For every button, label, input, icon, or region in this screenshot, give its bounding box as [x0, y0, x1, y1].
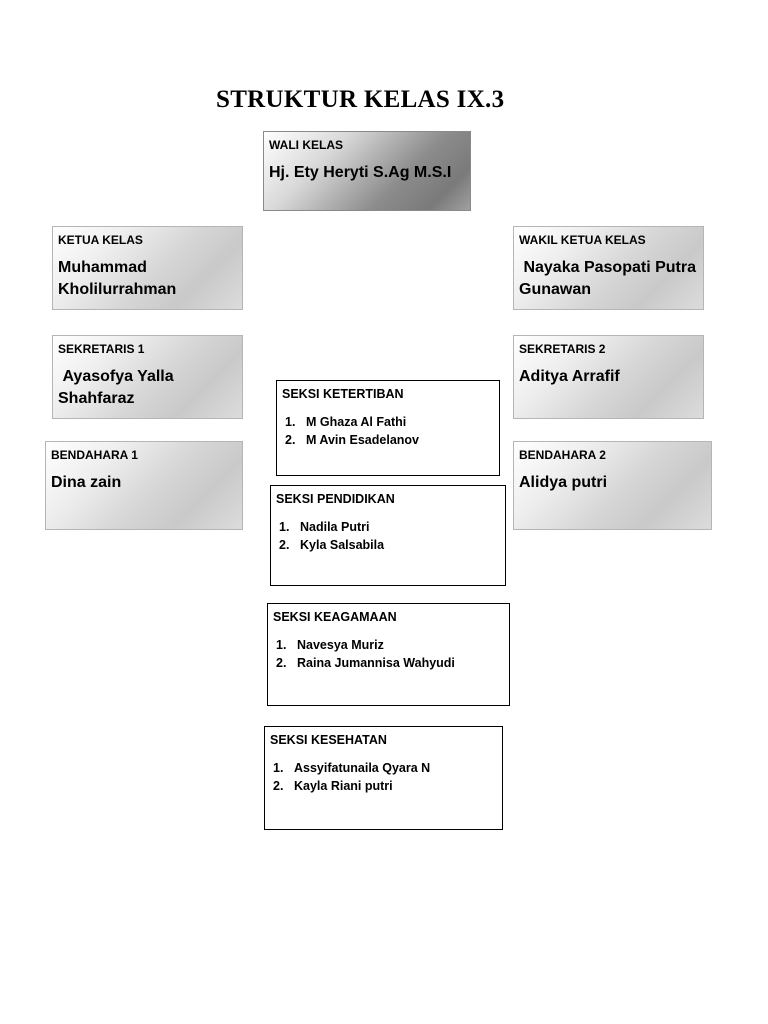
sekretaris-2-box [513, 335, 704, 419]
seksi-kesehatan-list [270, 759, 497, 795]
member-name: Assyifatunaila Qyara N [294, 761, 431, 775]
sekretaris-2-name: Aditya Arrafif [519, 368, 620, 385]
list-item: 1. Nadila Putri [279, 520, 370, 534]
wali-kelas-name: Hj. Ety Heryti S.Ag M.S.I [269, 164, 452, 181]
bendahara-1-box [45, 441, 243, 530]
member-name: Kayla Riani putri [294, 779, 393, 793]
bendahara-1-role: BENDAHARA 1 [51, 448, 138, 462]
list-item: 2. Raina Jumannisa Wahyudi [276, 656, 455, 670]
seksi-keagamaan-role: SEKSI KEAGAMAAN [273, 610, 397, 624]
wakil-ketua-kelas-name: Nayaka Pasopati Putra Gunawan [519, 259, 701, 298]
wakil-ketua-kelas-box [513, 226, 704, 310]
member-name: Navesya Muriz [297, 638, 384, 652]
list-item: 2. Kyla Salsabila [279, 538, 385, 552]
bendahara-2-box [513, 441, 712, 530]
wali-kelas-box [263, 131, 471, 211]
seksi-pendidikan-role: SEKSI PENDIDIKAN [276, 492, 395, 506]
ketua-kelas-box [52, 226, 243, 310]
member-name: M Avin Esadelanov [306, 433, 419, 447]
bendahara-2-name: Alidya putri [519, 474, 608, 491]
list-item: 1. Assyifatunaila Qyara N [273, 761, 431, 775]
list-item: 1. Navesya Muriz [276, 638, 384, 652]
bendahara-2-role: BENDAHARA 2 [519, 448, 606, 462]
list-item: 2. M Avin Esadelanov [285, 433, 419, 447]
list-item: 1. M Ghaza Al Fathi [285, 415, 407, 429]
sekretaris-1-role: SEKRETARIS 1 [58, 342, 145, 356]
sekretaris-1-box [52, 335, 243, 419]
seksi-ketertiban-list [282, 413, 494, 449]
wali-kelas-role: WALI KELAS [269, 138, 343, 152]
member-name: Nadila Putri [300, 520, 370, 534]
page-title: STRUKTUR KELAS IX.3 [216, 86, 505, 113]
ketua-kelas-role: KETUA KELAS [58, 233, 143, 247]
seksi-pendidikan-box [270, 485, 506, 586]
seksi-kesehatan-role: SEKSI KESEHATAN [270, 733, 387, 747]
list-item: 2. Kayla Riani putri [273, 779, 393, 793]
seksi-pendidikan-list [276, 518, 500, 554]
sekretaris-1-name: Ayasofya Yalla Shahfaraz [58, 368, 179, 407]
member-name: Raina Jumannisa Wahyudi [297, 656, 455, 670]
seksi-keagamaan-list [273, 636, 504, 672]
member-name: M Ghaza Al Fathi [306, 415, 407, 429]
seksi-ketertiban-box [276, 380, 500, 476]
ketua-kelas-name: Muhammad Kholilurrahman [58, 259, 177, 298]
wakil-ketua-kelas-role: WAKIL KETUA KELAS [519, 233, 646, 247]
seksi-keagamaan-box [267, 603, 510, 706]
member-name: Kyla Salsabila [300, 538, 385, 552]
seksi-kesehatan-box [264, 726, 503, 830]
bendahara-1-name: Dina zain [51, 474, 122, 491]
sekretaris-2-role: SEKRETARIS 2 [519, 342, 606, 356]
seksi-ketertiban-role: SEKSI KETERTIBAN [282, 387, 404, 401]
